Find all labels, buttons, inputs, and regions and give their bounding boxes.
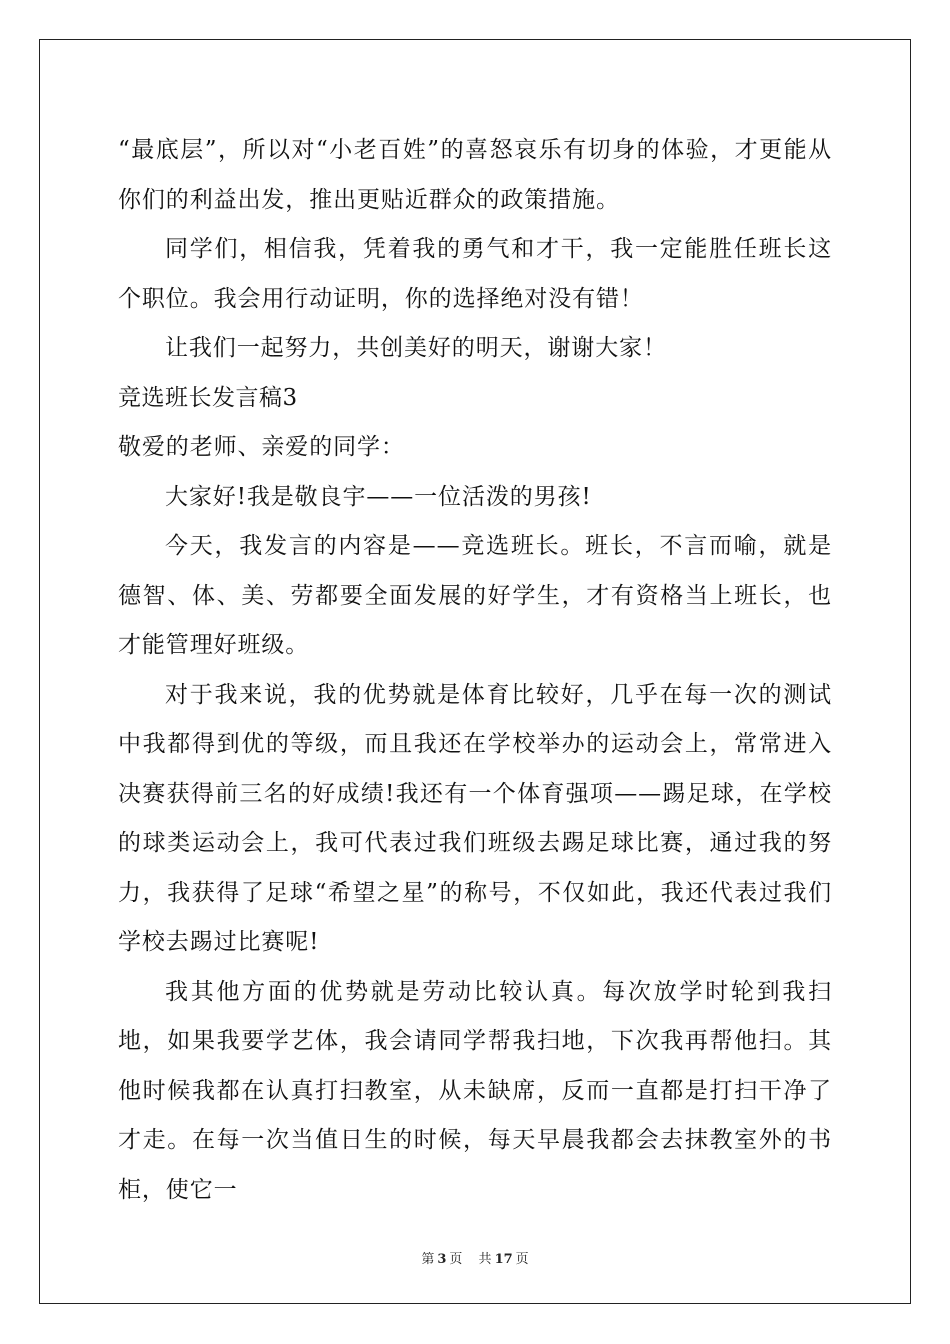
paragraph: 让我们一起努力，共创美好的明天，谢谢大家！ [165,335,667,361]
paragraph: 我其他方面的优势就是劳动比较认真。每次放学时轮到我扫地，如果我要学艺体，我会请同学帮我扫地，下次我再帮他扫。其他时候我都在认真打扫教室，从未缺席，反而一直都是打扫干净了才走。在每一次当值日生的时候，每天早晨我都会去抹教室外的书柜，使它一 [118,978,832,1203]
section-heading: 竞选班长发言稿3 [118,384,298,411]
page-footer [0,1248,950,1267]
paragraph: 今天，我发言的内容是——竞选班长。班长，不言而喻，就是德智、体、美、劳都要全面发展的好学生，才有资格当上班长，也才能管理好班级。 [118,533,832,658]
paragraph: 同学们，相信我，凭着我的勇气和才干，我一定能胜任班长这个职位。我会用行动证明，你的选择绝对没有错！ [118,236,832,312]
salutation: 敬爱的老师、亲爱的同学： [118,434,405,460]
page-total: 共 17 页 [478,1252,529,1267]
document-body [118,126,832,1215]
paragraph: 对于我来说，我的优势就是体育比较好，几乎在每一次的测试中我都得到优的等级，而且我还在学校举办的运动会上，常常进入决赛获得前三名的好成绩!我还有一个体育强项——踢足球，在学校的球类运动会上，我可代表过我们班级去踢足球比赛，通过我的努力，我获得了足球“希望之星”的称号，不仅如此，我还代表过我们学校去踢过比赛呢! [118,681,832,955]
paragraph: “最底层”，所以对“小老百姓”的喜怒哀乐有切身的体验，才更能从你们的利益出发，推出更贴近群众的政策措施。 [118,137,832,213]
page-number: 第 3 页 [421,1252,463,1267]
paragraph: 大家好!我是敬良宇——一位活泼的男孩! [165,483,592,510]
